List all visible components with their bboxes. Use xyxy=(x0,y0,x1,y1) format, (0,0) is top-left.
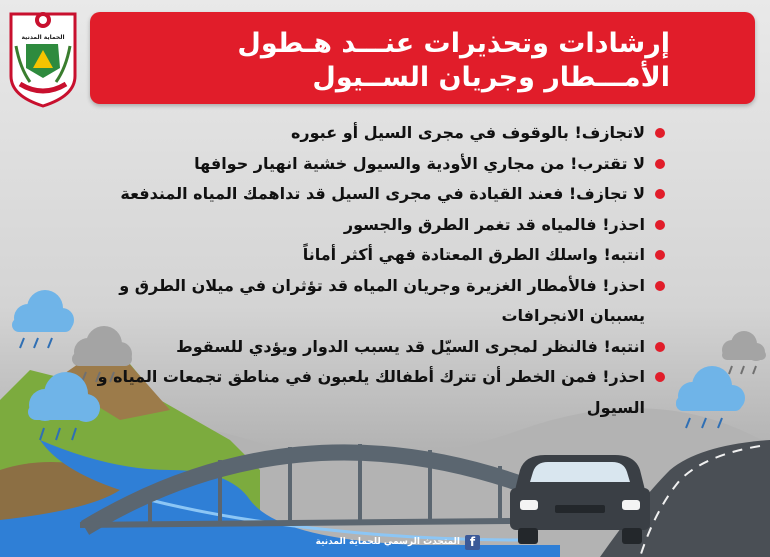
bullet-icon xyxy=(655,342,665,352)
title-line-1: إرشادات وتحذيرات عنـــد هـطول xyxy=(237,28,670,59)
instruction-item xyxy=(95,149,665,180)
civil-protection-logo xyxy=(8,6,78,108)
instruction-text: احذر! فمن الخطر أن تترك أطفالك يلعبون في مناطق تجمعات المياه و السيول xyxy=(97,367,645,417)
rain-cloud-icon xyxy=(12,290,74,348)
title-line-2: الأمـــطار وجريان الســيول xyxy=(312,62,670,93)
instruction-text: لاتجازف! بالوقوف في مجرى السيل أو عبوره xyxy=(290,123,645,142)
bullet-icon xyxy=(655,250,665,260)
facebook-icon: f xyxy=(465,535,480,550)
footer-credit[interactable] xyxy=(300,533,480,551)
bullet-icon xyxy=(655,372,665,382)
instruction-item xyxy=(95,118,665,149)
bullet-icon xyxy=(655,189,665,199)
instruction-text: انتبه! فالنظر لمجرى السيّل قد يسبب الدوار ويؤدي للسقوط xyxy=(176,336,645,356)
instruction-text: احذر! فالأمطار الغزيرة وجريان المياه قد تؤثران في ميلان الطرق و يسببان الانجرافات xyxy=(119,275,645,325)
storm-cloud-icon xyxy=(722,331,766,374)
instructions-list xyxy=(95,118,665,423)
instruction-item xyxy=(95,240,665,271)
instruction-text: لا تقترب! من مجاري الأودية والسيول خشية انهيار حوافها xyxy=(194,153,645,173)
instruction-item xyxy=(95,179,665,210)
bullet-icon xyxy=(655,281,665,291)
instruction-item xyxy=(95,362,665,423)
instruction-item xyxy=(95,332,665,363)
instruction-text: لا تجازف! فعند القيادة في مجرى السيل قد تداهمك المياه المندفعة xyxy=(120,184,645,203)
bullet-icon xyxy=(655,220,665,230)
logo-text: الحماية المدنية xyxy=(21,34,65,41)
instruction-text: انتبه! واسلك الطرق المعتادة فهي أكثر أماناً xyxy=(302,245,645,264)
instruction-text: احذر! فالمياه قد تغمر الطرق والجسور xyxy=(343,214,645,234)
footer-text: المتحدث الرسمي للحماية المدنية xyxy=(315,537,460,547)
bullet-icon xyxy=(655,159,665,169)
bullet-icon xyxy=(655,128,665,138)
instruction-item xyxy=(95,271,665,332)
instruction-item xyxy=(95,210,665,241)
